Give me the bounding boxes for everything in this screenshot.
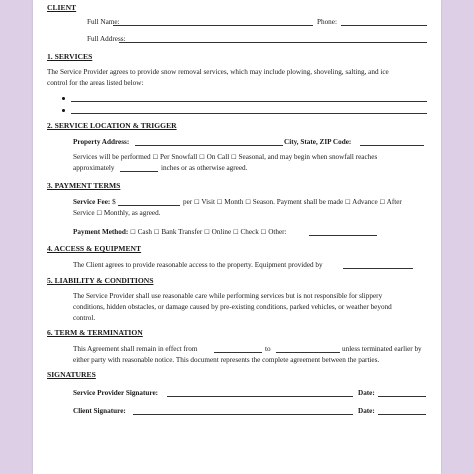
client-date-field[interactable] [378, 414, 426, 415]
trigger-line-1: Services will be performed ☐ Per Snowfall ☐ On Call ☐ Seasonal, and may begin when snowfall reaches [73, 153, 378, 161]
term-start-label: This Agreement shall remain in effect from [73, 345, 198, 353]
cash-checkbox[interactable]: ☐ [130, 228, 136, 236]
visit-checkbox[interactable]: ☐ [193, 198, 200, 206]
payment-heading: 3. PAYMENT TERMS [47, 181, 121, 190]
liability-heading: 5. LIABILITY & CONDITIONS [47, 276, 154, 285]
term-heading: 6. TERM & TERMINATION [47, 328, 143, 337]
seasonal-checkbox[interactable]: ☐ [231, 153, 237, 161]
term-start-field[interactable] [214, 352, 262, 353]
location-heading: 2. SERVICE LOCATION & TRIGGER [47, 121, 177, 130]
service-fee-row: Service Fee: $ [73, 198, 116, 206]
full-address-field[interactable] [119, 42, 427, 43]
provider-signature-field[interactable] [167, 396, 353, 397]
full-address-label: Full Address: [87, 35, 126, 43]
services-text-line2: control for the areas listed below: [47, 79, 144, 87]
payment-method-row: Payment Method: ☐ Cash ☐ Bank Transfer ☐ Online ☐ Check ☐ Other: [73, 228, 287, 236]
client-signature-field[interactable] [133, 414, 353, 415]
bullet-icon [62, 109, 65, 112]
bank-transfer-checkbox[interactable]: ☐ [153, 228, 160, 236]
client-date-label: Date: [358, 407, 375, 415]
full-name-label: Full Name: [87, 18, 120, 26]
monthly-checkbox[interactable]: ☐ [96, 209, 103, 217]
provider-signature-label: Service Provider Signature: [73, 389, 159, 397]
phone-field[interactable] [341, 25, 427, 26]
client-heading: CLIENT [47, 3, 77, 12]
signatures-heading: SIGNATURES [47, 370, 96, 379]
online-checkbox[interactable]: ☐ [204, 228, 210, 236]
access-heading: 4. ACCESS & EQUIPMENT [47, 244, 142, 253]
document-page [33, 0, 441, 474]
approximately-label: approximately [73, 164, 115, 172]
property-address-label: Property Address: [73, 138, 130, 146]
bullet-icon [62, 97, 65, 100]
service-area-field-1[interactable] [71, 101, 427, 102]
inches-text: inches or as otherwise agreed. [161, 164, 248, 172]
services-text-line1: The Service Provider agrees to provide snow removal services, which may include plowing, shoveling, salting, and ice [47, 68, 389, 76]
term-line-2: either party with reasonable notice. This document represents the complete agreement between the parties. [73, 356, 380, 364]
fee-options-row: per ☐ Visit ☐ Month ☐ Season. Payment shall be made ☐ Advance ☐ After [183, 198, 402, 206]
term-to-label: to [265, 345, 271, 353]
service-fee-field[interactable] [118, 205, 180, 206]
liability-line-3: control. [73, 314, 96, 322]
fee-options-row-2: Service ☐ Monthly, as agreed. [73, 209, 161, 217]
full-name-field[interactable] [113, 25, 313, 26]
advance-checkbox[interactable]: ☐ [345, 198, 351, 206]
check-checkbox[interactable]: ☐ [232, 228, 239, 236]
term-terminated-text: unless terminated earlier by [342, 345, 422, 353]
provider-date-label: Date: [358, 389, 375, 397]
after-checkbox[interactable]: ☐ [379, 198, 386, 206]
other-checkbox[interactable]: ☐ [260, 228, 267, 236]
liability-line-2: conditions, hidden obstacles, or damage caused by pre-existing conditions, parked vehicles, or weather beyond [73, 303, 392, 311]
on-call-checkbox[interactable]: ☐ [199, 153, 205, 161]
liability-line-1: The Service Provider shall use reasonable care while performing services but is not responsible for slippery [73, 292, 383, 300]
city-state-zip-field[interactable] [360, 145, 424, 146]
services-heading: 1. SERVICES [47, 52, 93, 61]
snowfall-inches-field[interactable] [120, 171, 158, 172]
access-text: The Client agrees to provide reasonable access to the property. Equipment provided by [73, 261, 323, 269]
property-address-field[interactable] [135, 145, 283, 146]
per-snowfall-checkbox[interactable]: ☐ [152, 153, 159, 161]
other-method-field[interactable] [309, 235, 377, 236]
month-checkbox[interactable]: ☐ [216, 198, 223, 206]
equipment-provider-field[interactable] [343, 268, 413, 269]
client-signature-label: Client Signature: [73, 407, 126, 415]
city-state-zip-label: City, State, ZIP Code: [284, 138, 352, 146]
season-checkbox[interactable]: ☐ [245, 198, 251, 206]
phone-label: Phone: [317, 18, 337, 26]
service-area-field-2[interactable] [71, 113, 427, 114]
term-end-field[interactable] [276, 352, 340, 353]
provider-date-field[interactable] [378, 396, 426, 397]
